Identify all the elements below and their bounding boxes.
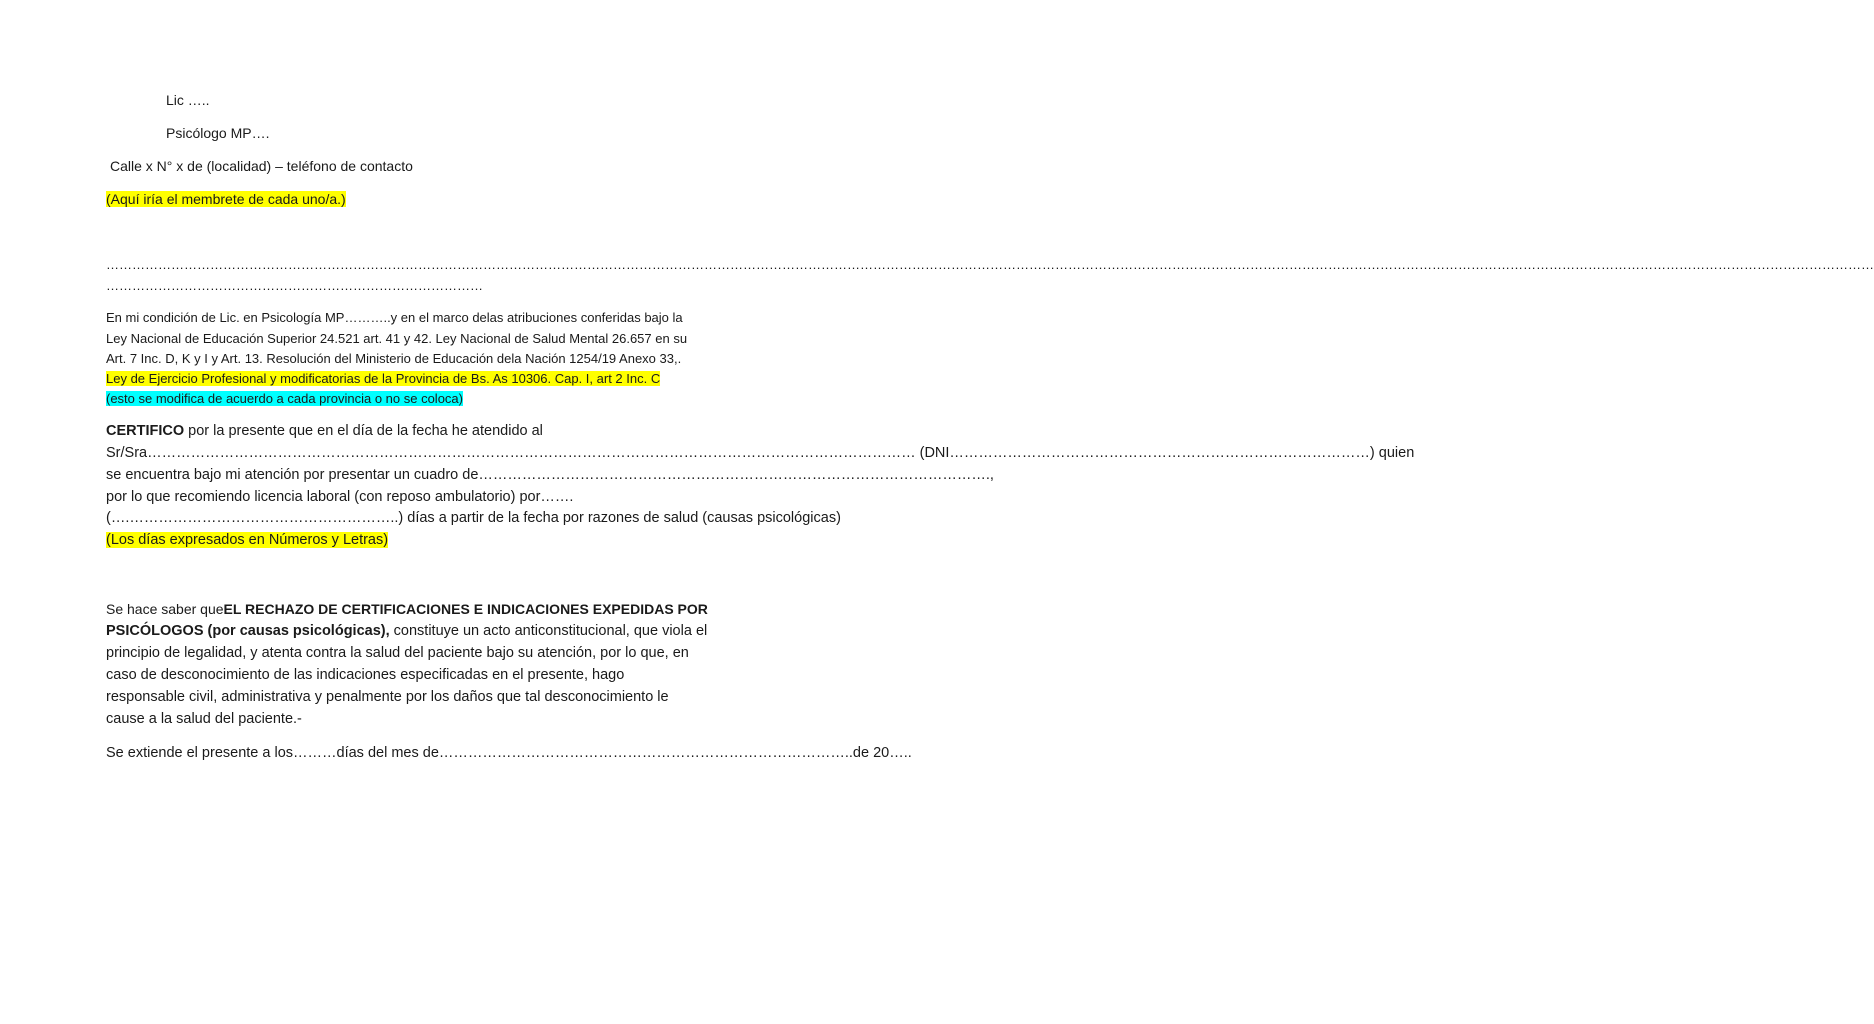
intro-highlight-ley: Ley de Ejercicio Profesional y modificatorias de la Provincia de Bs. As 10306. Cap. I, art 2 Inc. C: [106, 371, 661, 386]
intro-line-5: [106, 391, 463, 406]
certifico-line-1: [106, 423, 543, 439]
notice-line-5: responsable civil, administrativa y penalmente por los daños que tal desconocimiento le: [106, 689, 669, 705]
notice-line-1-bold: EL RECHAZO DE CERTIFICACIONES E INDICACIONES EXPEDIDAS POR: [223, 601, 708, 617]
notice-line-1: [106, 601, 708, 617]
closing-line: Se extiende el presente a los………días del mes de…………………………………………………………………………..de 20…..: [106, 745, 912, 761]
notice-line-2-rest: constituye un acto anticonstitucional, que viola el: [389, 623, 708, 639]
membrete-note-text: (Aquí iría el membrete de cada uno/a.): [106, 191, 346, 207]
intro-line-3: Art. 7 Inc. D, K y I y Art. 13. Resolución del Ministerio de Educación dela Nación 1254/19 Anexo 33,.: [106, 351, 682, 366]
header-direccion: Calle x N° x de (localidad) – teléfono de contacto: [110, 158, 413, 174]
certifico-line-5: (….………………………………………………..) días a partir de la fecha por razones de salud (causas psicológicas): [106, 510, 841, 526]
certifico-bold: CERTIFICO: [106, 423, 185, 439]
certifico-line-1-rest: por la presente que en el día de la fecha he atendido al: [184, 423, 543, 439]
notice-line-1-pre: Se hace saber que: [106, 601, 224, 617]
certifico-line-6: [106, 532, 388, 548]
header-lic: Lic …..: [166, 92, 210, 108]
recipient-line-1: …………………………………………………………………………………………………………………………………………………………………………………………………………………………………………………………………………………………………………………………………………………………………………: [106, 257, 1874, 272]
intro-highlight-provincia: (esto se modifica de acuerdo a cada provincia o no se coloca): [106, 391, 463, 406]
intro-line-2: Ley Nacional de Educación Superior 24.521 art. 41 y 42. Ley Nacional de Salud Mental 26.657 en su: [106, 331, 688, 346]
certifico-line-3: se encuentra bajo mi atención por presentar un cuadro de…………………………………………………………………………………………….,: [106, 467, 994, 483]
notice-line-3: principio de legalidad, y atenta contra la salud del paciente bajo su atención, por lo que, en: [106, 645, 689, 661]
recipient-line-2: ……………………………………………………………………………: [106, 278, 483, 293]
notice-line-4: caso de desconocimiento de las indicaciones especificadas en el presente, hago: [106, 667, 625, 683]
intro-line-4: [106, 371, 660, 386]
notice-line-2-bold: PSICÓLOGOS (por causas psicológicas),: [106, 623, 390, 639]
notice-line-2: [106, 623, 707, 639]
certifico-line-2: Sr/Sra…………………………………………………………………………………………………………………………………………… (DNI……………………………………………………………………………) quien: [106, 445, 1415, 461]
certifico-line-4: por lo que recomiendo licencia laboral (con reposo ambulatorio) por…….: [106, 489, 574, 505]
intro-line-1: En mi condición de Lic. en Psicología MP………..y en el marco delas atribuciones conferidas bajo la: [106, 310, 683, 325]
certifico-highlight-dias: (Los días expresados en Números y Letras): [106, 532, 389, 548]
notice-line-6: cause a la salud del paciente.-: [106, 711, 302, 727]
membrete-note: [106, 191, 346, 207]
header-psicologo: Psicólogo MP….: [166, 125, 270, 141]
